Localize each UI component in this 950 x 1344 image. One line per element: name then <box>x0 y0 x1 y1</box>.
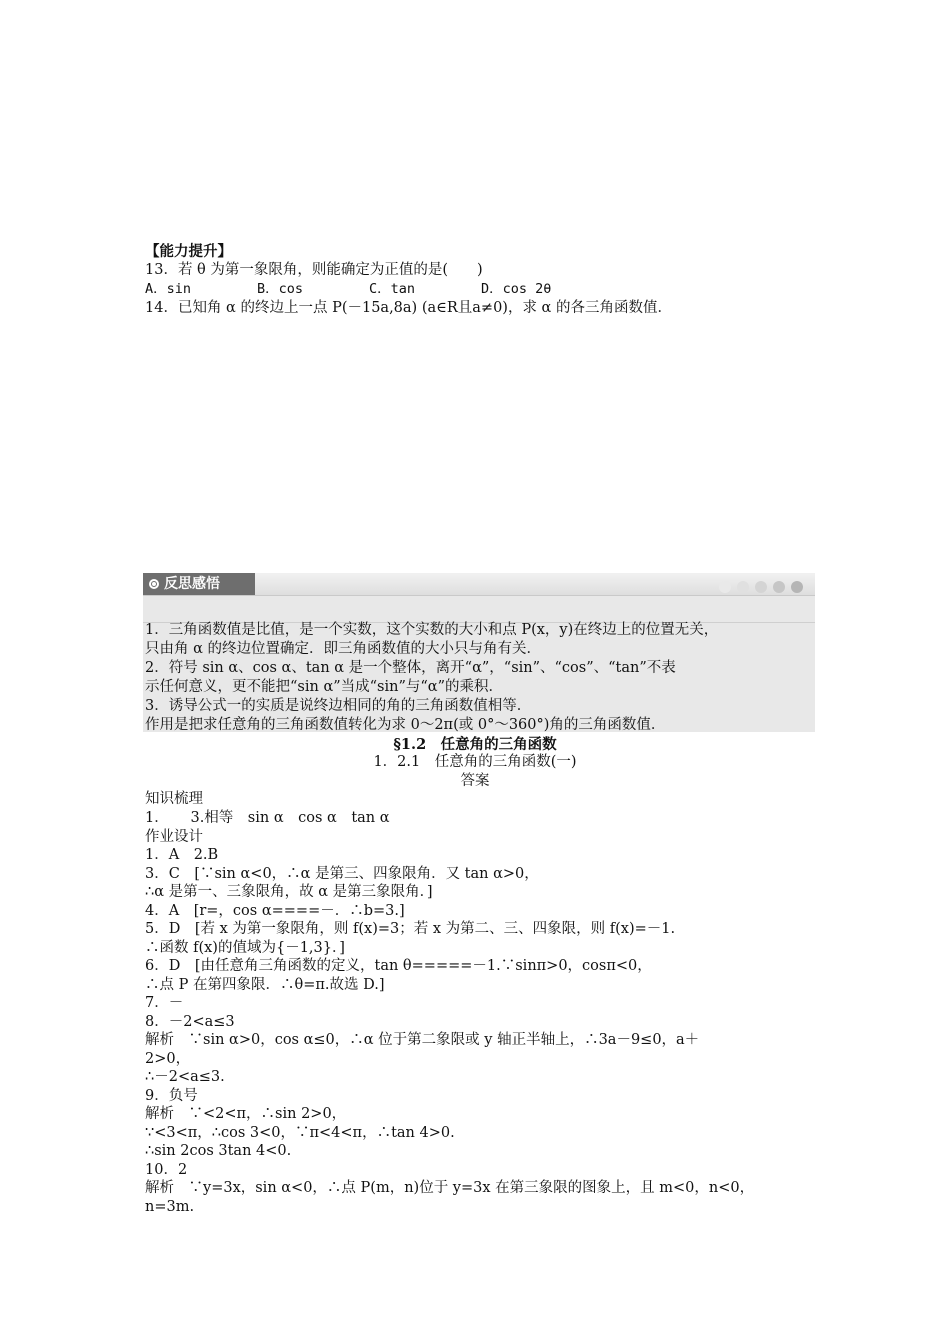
answer-line: 4．A [r=，cos α====－．∴b=3.] <box>145 903 405 919</box>
option-a: A．sin <box>145 281 192 297</box>
option-c: C．tan <box>369 281 416 297</box>
reflect-title: 反思感悟 <box>164 576 220 592</box>
answer-line: 5．D [若 x 为第一象限角，则 f(x)=3；若 x 为第二、三、四象限，则 f(x)=－1. <box>145 921 676 937</box>
question-14: 14．已知角 α 的终边上一点 P(－15a,8a) (a∈R且a≠0)，求 α 的各三角函数值． <box>145 300 672 316</box>
answer-heading: 答案 <box>460 773 490 789</box>
reflect-line: 2．符号 sin α、cos α、tan α 是一个整体，离开“α”，“sin”、“cos”、“tan”不表 <box>145 660 676 676</box>
answer-line: 1． 3.相等 sin α cos α tan α <box>145 810 390 826</box>
reflect-line: 示任何意义，更不能把“sin α”当成“sin”与“α”的乘积． <box>145 679 504 695</box>
answer-line: ∴函数 f(x)的值域为{－1,3}．] <box>145 940 345 956</box>
answer-line: ∴α 是第一、三象限角，故 α 是第三象限角．] <box>145 884 433 900</box>
reflect-line: 作用是把求任意角的三角函数值转化为求 0～2π(或 0°～360°)角的三角函数值． <box>145 717 666 733</box>
answer-line: 2>0， <box>145 1051 191 1067</box>
reflect-line: 只由角 α 的终边位置确定．即三角函数值的大小只与角有关． <box>145 641 542 657</box>
section-title: §1.2 任意角的三角函数 <box>393 736 557 753</box>
section-subtitle: 1．2.1 任意角的三角函数(一) <box>373 754 577 770</box>
answer-line: 1．A 2.B <box>145 847 219 863</box>
reflect-banner <box>143 573 815 596</box>
question-13: 13．若 θ 为第一象限角，则能确定为正值的是( ) <box>145 262 483 278</box>
dot-icon <box>773 581 785 593</box>
reflect-line: 1．三角函数值是比值，是一个实数，这个实数的大小和点 P(x，y)在终边上的位置无关， <box>145 622 719 638</box>
question-13-options <box>145 280 593 299</box>
answer-line: 7．－ <box>145 995 184 1011</box>
answer-line: 解析 ∵sin α>0，cos α≤0，∴α 位于第二象限或 y 轴正半轴上，∴3a－9≤0，a＋ <box>145 1032 700 1048</box>
dot-icon <box>755 581 767 593</box>
answer-line: 3．C [∵sin α<0，∴α 是第三、四象限角．又 tan α>0， <box>145 866 539 882</box>
answer-line: ∵<3<π，∴cos 3<0，∵π<4<π，∴tan 4>0. <box>145 1125 455 1141</box>
target-bullet-icon <box>149 579 159 589</box>
reflect-tab <box>143 573 255 595</box>
answer-line: 8．－2<a≤3 <box>145 1014 235 1030</box>
answer-line: 10．2 <box>145 1162 188 1178</box>
dot-icon <box>719 581 731 593</box>
answer-line: 作业设计 <box>145 829 203 845</box>
answer-line: 6．D [由任意角三角函数的定义，tan θ=====－1.∵sinπ>0，cosπ<0， <box>145 958 652 974</box>
dot-icon <box>791 581 803 593</box>
answer-line: 解析 ∵y=3x，sin α<0，∴点 P(m，n)位于 y=3x 在第三象限的图象上，且 m<0，n<0， <box>145 1180 755 1196</box>
option-b: B．cos <box>257 281 304 297</box>
answer-line: 知识梳理 <box>145 791 203 807</box>
answer-line: ∴－2<a≤3. <box>145 1069 225 1085</box>
answer-line: 9．负号 <box>145 1088 198 1104</box>
answer-line: n=3m. <box>145 1199 195 1215</box>
option-d: D．cos 2θ <box>481 281 552 297</box>
reflect-line: 3．诱导公式一的实质是说终边相同的角的三角函数值相等． <box>145 698 532 714</box>
answer-line: ∴点 P 在第四象限．∴θ=π.故选 D.] <box>145 977 385 993</box>
improve-heading: 【能力提升】 <box>145 243 232 260</box>
dot-icon <box>737 581 749 593</box>
answer-line: 解析 ∵<2<π，∴sin 2>0， <box>145 1106 347 1122</box>
answer-line: ∴sin 2cos 3tan 4<0. <box>145 1143 292 1159</box>
banner-dots <box>713 578 803 597</box>
